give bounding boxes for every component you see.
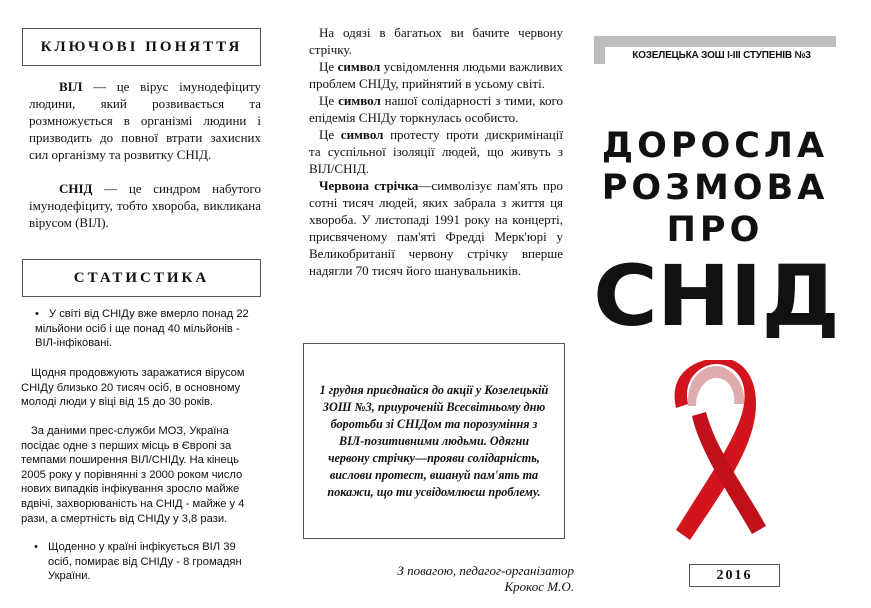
title-line-1: ДОРОСЛА: [601, 126, 829, 166]
year-box: [689, 564, 780, 587]
signature-line-2: Крокос М.О.: [504, 579, 574, 594]
ribbon-paragraph-5: Червона стрічка—символізує пам'ять про сотні тисяч людей, яких забрала з життя ця хвороба. У листопаді 1991 року на концерті, присвяченому пам'яті Фредді Мерк'юрі у Великобританії червону стрічку вперше надягли 70 тисяч його шанувальників.: [309, 178, 563, 278]
hiv-definition-text: — це вірус імунодефіциту людини, який розвивається та розмножується в організмі людини і призводить до повної втрати захисних сил організму та розвитку СНІД.: [29, 79, 261, 162]
hiv-term: ВІЛ: [59, 79, 83, 94]
ribbon-paragraph-3: Це символ нашої солідарності з тими, кого епідемія СНІДу торкнулась особисто.: [309, 93, 563, 125]
ribbon-paragraph-2: Це символ усвідомлення людьми важливих проблем СНІДу, прийнятий в усьому світі.: [309, 59, 563, 91]
key-concepts-title: КЛЮЧОВІ ПОНЯТТЯ: [40, 38, 243, 55]
aids-definition: [29, 180, 261, 231]
title-line-2: РОЗМОВА: [601, 168, 829, 208]
stat-item: За даними прес-служби МОЗ, Україна посідає одне з перших місць в Європі за темпами поширення ВІЛ/СНІДу. На кінець 2005 року у порівнянні з 2000 роком число нових випадків інфікування зросло майже вдвічі, захворюваність на СНІД - майже у 4 рази, а смертність від СНІДу у 3,8 рази.: [21, 425, 245, 525]
stat-item: • У світі від СНІДу вже вмерло понад 22 мільйони осіб і ще понад 40 мільйонів - ВІЛ-інфіковані.: [35, 307, 263, 351]
ribbon-paragraph-1: На одязі в багатьох ви бачите червону стрічку.: [309, 25, 563, 57]
school-name-band: [605, 47, 838, 64]
aids-definition-text: — це синдром набутого імунодефіциту, тобто хвороба, викликана вірусом (ВІЛ).: [29, 181, 261, 230]
ribbon-paragraph-4: Це символ протесту проти дискримінації та суспільної ізоляції людей, що живуть з ВІЛ/СНІД.: [309, 127, 563, 176]
aids-term: СНІД: [59, 181, 93, 196]
signature: [320, 563, 574, 595]
stat-item: Щодня продовжують заражатися вірусом СНІДу близько 20 тисяч осіб, в основному молоді люди у віці від 15 до 30 років.: [21, 367, 245, 409]
title-line-3: ПРО: [666, 210, 764, 250]
signature-line-1: З повагою, педагог-організатор: [397, 563, 574, 578]
stat-item: • Щоденно у країні інфікується ВІЛ 39 осіб, помирає від СНІДу - 8 громадян України.: [48, 540, 260, 584]
red-ribbon-icon: [652, 360, 778, 544]
school-name: КОЗЕЛЕЦЬКА ЗОШ І-ІІІ СТУПЕНІВ №3: [632, 50, 811, 61]
year: 2016: [716, 567, 753, 583]
event-invitation-box: [303, 343, 565, 539]
key-concepts-heading: [22, 28, 261, 66]
event-invitation-text: 1 грудня приєднайся до акції у Козелецькій ЗОШ №3, приуроченій Всесвітньому дню боротьби зі СНІДом та порозуміння з ВІЛ-позитивними людьми. Одягни червону стрічку—прояви солідарність, вислови протест, вшануй пам'ять та покажи, що ти усвідомлюєш проблему.: [319, 382, 549, 499]
title-aids: СНІД: [593, 247, 839, 345]
statistics-heading: [22, 259, 261, 297]
hiv-definition: [29, 78, 261, 163]
statistics-title: СТАТИСТИКА: [73, 269, 210, 286]
ribbon-info: [309, 24, 563, 279]
